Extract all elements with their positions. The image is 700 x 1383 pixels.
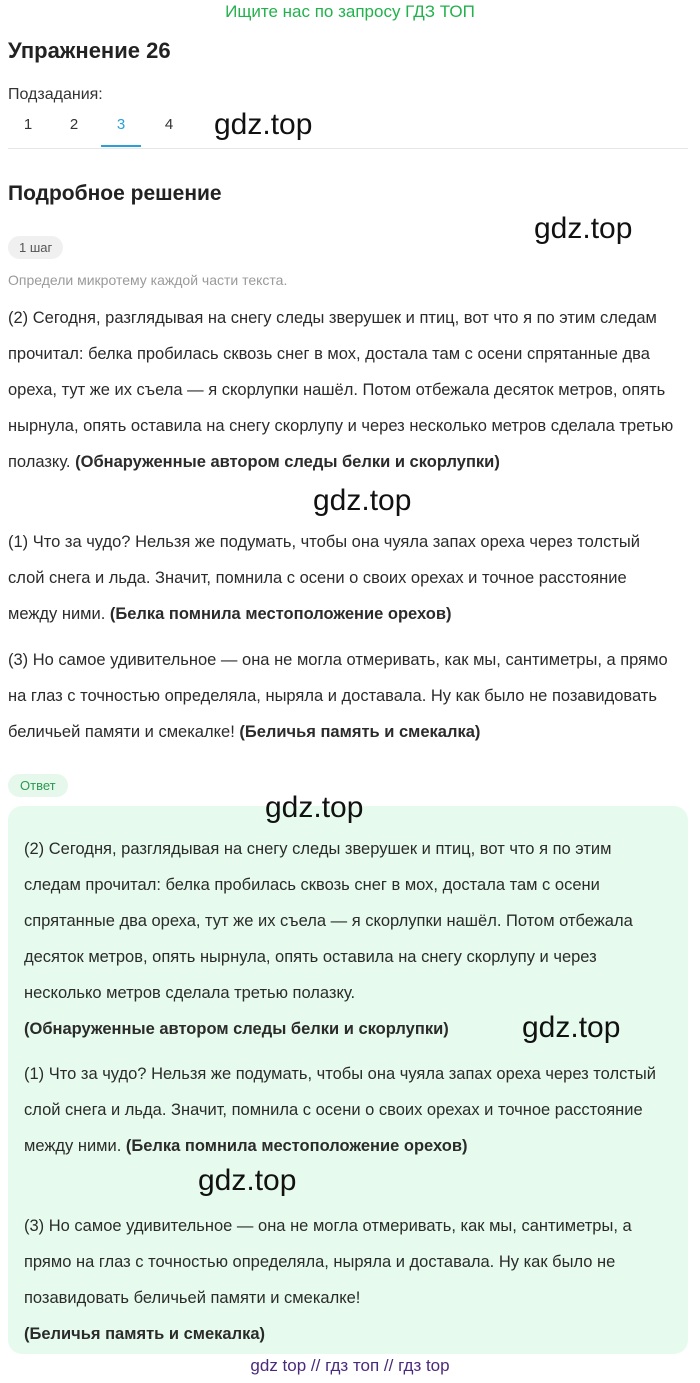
solution-paragraph-3-topic: (Беличья память и смекалка) <box>239 723 481 741</box>
solution-paragraph-2 <box>8 524 680 632</box>
exercise-title: Упражнение 26 <box>8 38 171 63</box>
answer-paragraph-1-topic: (Обнаруженные автором следы белки и скорлупки) <box>24 1020 449 1038</box>
tab-1[interactable]: 1 <box>23 116 33 133</box>
step-badge: 1 шаг <box>8 236 63 259</box>
answer-paragraph-2-topic: (Белка помнила местоположение орехов) <box>125 1137 468 1155</box>
answer-paragraph-2-text: (1) Что за чудо? Нельзя же подумать, чтобы она чуяла запах ореха через толстый слой снега и льда. Значит, помнила с осени о своих орехах и точное расстояние между ними. <box>24 1065 657 1155</box>
solution-paragraph-3-text: (3) Но самое удивительное — она не могла отмеривать, как мы, сантиметры, а прямо на глаз с точностью определяла, ныряла и доставала. Ну как было не позавидовать беличьей памяти и смекалке! <box>8 651 668 741</box>
tab-2[interactable]: 2 <box>69 116 79 133</box>
watermark: gdz.top <box>522 1011 621 1044</box>
solution-paragraph-1-text: (2) Сегодня, разглядывая на снегу следы зверушек и птиц, вот что я по этим следам прочитал: белка пробилась сквозь снег в мох, достала там с осени спрятанные два ореха, тут же их съела — я скорлупки нашёл. Потом отбежала десяток метров, опять нырнула, опять оставила на снегу скорлупу и через несколько метров сделала третью полазку. <box>8 309 674 471</box>
answer-paragraph-3-topic: (Беличья память и смекалка) <box>24 1325 266 1343</box>
watermark: gdz.top <box>214 108 313 141</box>
subtasks-label: Подзадания: <box>8 86 103 103</box>
search-banner[interactable]: Ищите нас по запросу ГДЗ ТОП <box>225 2 475 21</box>
hint-text: Определи микротему каждой части текста. <box>8 272 288 288</box>
solution-title: Подробное решение <box>8 182 222 205</box>
solution-paragraph-1-topic: (Обнаруженные автором следы белки и скорлупки) <box>75 453 500 471</box>
answer-paragraph-3-text: (3) Но самое удивительное — она не могла отмеривать, как мы, сантиметры, а прямо на глаз с точностью определяла, ныряла и доставала. Ну как было не позавидовать беличьей памяти и смекалке! <box>24 1217 632 1307</box>
solution-paragraph-1 <box>8 300 680 480</box>
tab-4[interactable]: 4 <box>164 116 174 133</box>
footer-links[interactable]: gdz top // гдз топ // гдз top <box>250 1356 450 1375</box>
answer-paragraph-3 <box>24 1208 664 1352</box>
tab-3[interactable]: 3 <box>101 116 141 147</box>
solution-paragraph-2-text: (1) Что за чудо? Нельзя же подумать, чтобы она чуяла запах ореха через толстый слой снега и льда. Значит, помнила с осени о своих орехах и точное расстояние между ними. <box>8 533 641 623</box>
watermark: gdz.top <box>534 212 633 245</box>
solution-paragraph-2-topic: (Белка помнила местоположение орехов) <box>109 605 452 623</box>
watermark: gdz.top <box>313 484 412 517</box>
answer-paragraph-2 <box>24 1056 664 1164</box>
watermark: gdz.top <box>265 791 364 824</box>
answer-badge: Ответ <box>8 774 68 797</box>
answer-paragraph-1-text: (2) Сегодня, разглядывая на снегу следы зверушек и птиц, вот что я по этим следам прочитал: белка пробилась сквозь снег в мох, достала там с осени спрятанные два ореха, тут же их съела — я скорлупки нашёл. Потом отбежала десяток метров, опять нырнула, опять оставила на снегу скорлупу и через несколько метров сделала третью полазку. <box>24 840 633 1002</box>
watermark: gdz.top <box>198 1164 297 1197</box>
solution-paragraph-3 <box>8 642 680 750</box>
subtask-tabs <box>8 110 688 149</box>
